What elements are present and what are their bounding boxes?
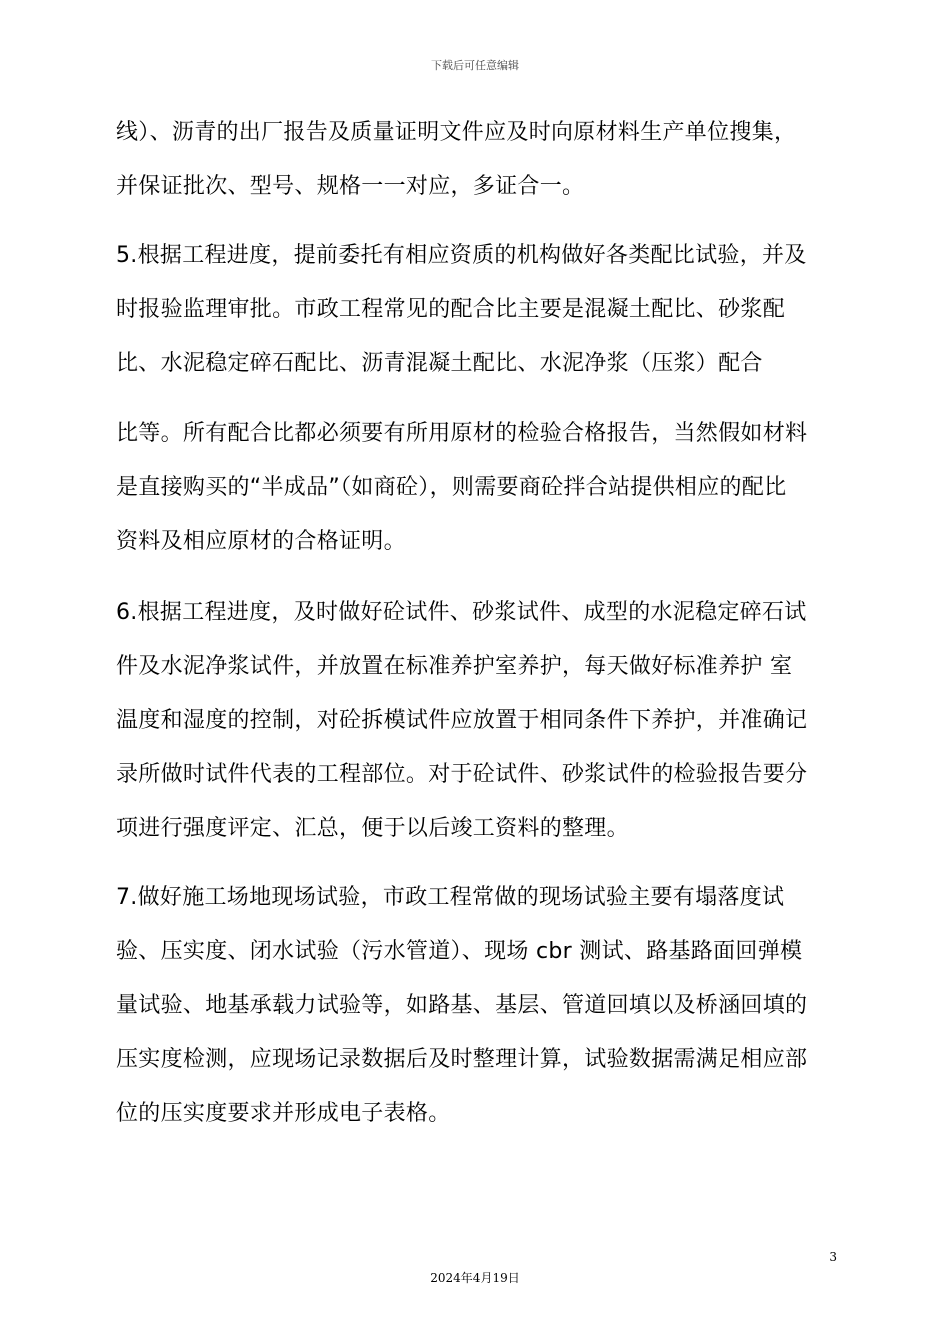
body-text-line: 5.根据工程进度，提前委托有相应资质的机构做好各类配比试验，并及 [116, 243, 807, 268]
body-text-line: 线）、沥青的出厂报告及质量证明文件应及时向原材料生产单位搜集， [116, 120, 797, 145]
body-text-line: 录所做时试件代表的工程部位。对于砼试件、砂浆试件的检验报告要分 [116, 762, 808, 787]
body-text-line: 比、水泥稳定碎石配比、沥青混凝土配比、水泥净浆（压浆）配合 [116, 351, 763, 376]
body-text-line: 是直接购买的“半成品”（如商砼），则需要商砼拌合站提供相应的配比 [116, 475, 787, 500]
body-text-line: 资料及相应原材的合格证明。 [116, 529, 406, 554]
page-header: 下载后可任意编辑 [431, 59, 519, 72]
body-text-line: 压实度检测，应现场记录数据后及时整理计算，试验数据需满足相应部 [116, 1047, 808, 1072]
body-text-line: 温度和湿度的控制，对砼拆模试件应放置于相同条件下养护，并准确记 [116, 708, 808, 733]
body-text-line: 时报验监理审批。市政工程常见的配合比主要是混凝土配比、砂浆配 [116, 297, 786, 322]
page-number: 3 [829, 1250, 837, 1264]
body-text-line: 6.根据工程进度，及时做好砼试件、砂浆试件、成型的水泥稳定碎石试 [116, 600, 807, 625]
body-text-line: 量试验、地基承载力试验等，如路基、基层、管道回填以及桥涵回填的 [116, 993, 808, 1018]
body-text-line: 验、压实度、闭水试验（污水管道）、现场 cbr 测试、路基路面回弹模 [116, 939, 803, 964]
body-text-line: 7.做好施工场地现场试验，市政工程常做的现场试验主要有塌落度试 [116, 885, 785, 910]
body-text-line: 件及水泥净浆试件，并放置在标准养护室养护，每天做好标准养护 室 [116, 654, 793, 679]
footer-date: 2024年4月19日 [430, 1271, 520, 1285]
body-text-line: 比等。所有配合比都必须要有所用原材的检验合格报告，当然假如材料 [116, 421, 808, 446]
body-text-line: 项进行强度评定、汇总，便于以后竣工资料的整理。 [116, 816, 629, 841]
body-text-line: 位的压实度要求并形成电子表格。 [116, 1101, 451, 1126]
body-text-line: 并保证批次、型号、规格一一对应，多证合一。 [116, 174, 585, 199]
